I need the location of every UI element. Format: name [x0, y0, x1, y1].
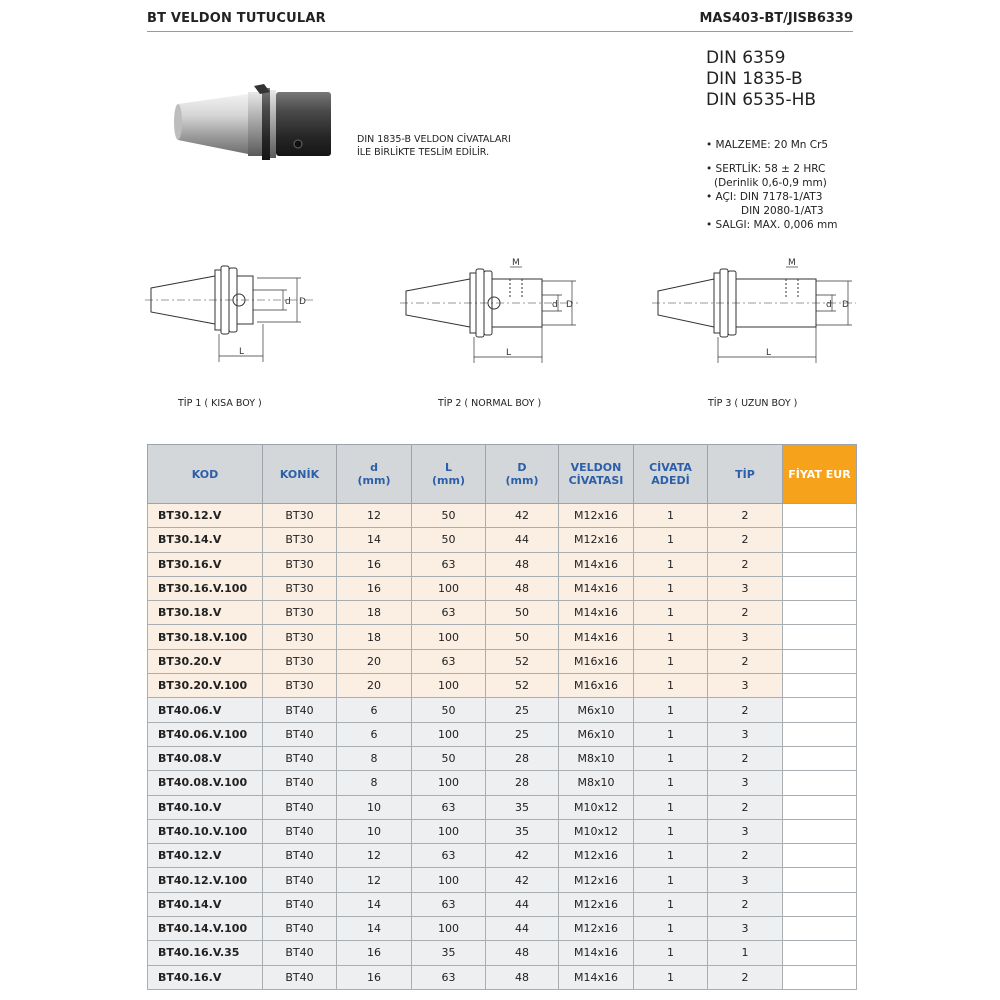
cell-price — [783, 892, 857, 916]
cell-tip: 3 — [708, 625, 783, 649]
cell-d: 16 — [337, 576, 412, 600]
cell-l: 63 — [412, 552, 486, 576]
cell-d: 28 — [486, 746, 559, 770]
cell-l: 50 — [412, 746, 486, 770]
cell-kod: BT30.16.V — [148, 552, 263, 576]
cell-tip: 1 — [708, 941, 783, 965]
cell-veldon: M14x16 — [559, 601, 634, 625]
cell-adet: 1 — [634, 917, 708, 941]
cell-d: 16 — [337, 965, 412, 989]
catalog-title: BT VELDON TUTUCULAR — [147, 11, 326, 26]
cell-kod: BT40.12.V.100 — [148, 868, 263, 892]
cell-adet: 1 — [634, 528, 708, 552]
cell-d: 8 — [337, 771, 412, 795]
cell-kod: BT40.16.V — [148, 965, 263, 989]
cell-d: 12 — [337, 868, 412, 892]
cell-d: 28 — [486, 771, 559, 795]
dim-L-label: L — [506, 348, 512, 358]
cell-l: 63 — [412, 892, 486, 916]
cell-d: 35 — [486, 795, 559, 819]
cell-tip: 2 — [708, 528, 783, 552]
cell-tip: 3 — [708, 674, 783, 698]
cell-konik: BT40 — [263, 892, 337, 916]
cell-l: 35 — [412, 941, 486, 965]
cell-d: 18 — [337, 601, 412, 625]
cell-kod: BT40.14.V.100 — [148, 917, 263, 941]
delivery-note: DIN 1835-B VELDON CİVATALARI İLE BİRLİKTE TESLİM EDİLİR. — [357, 134, 511, 158]
cell-tip: 2 — [708, 795, 783, 819]
cell-price — [783, 819, 857, 843]
cell-veldon: M12x16 — [559, 917, 634, 941]
cell-kod: BT40.12.V — [148, 844, 263, 868]
cell-price — [783, 917, 857, 941]
cell-tip: 2 — [708, 552, 783, 576]
cell-tip: 2 — [708, 698, 783, 722]
cell-tip: 3 — [708, 771, 783, 795]
cell-veldon: M10x12 — [559, 819, 634, 843]
table-row — [148, 601, 857, 625]
cell-adet: 1 — [634, 746, 708, 770]
cell-adet: 1 — [634, 868, 708, 892]
cell-kod: BT40.06.V.100 — [148, 722, 263, 746]
cell-veldon: M14x16 — [559, 576, 634, 600]
cell-kod: BT30.18.V.100 — [148, 625, 263, 649]
specs-list — [706, 138, 838, 232]
cell-veldon: M8x10 — [559, 771, 634, 795]
cell-price — [783, 504, 857, 528]
cell-veldon: M12x16 — [559, 844, 634, 868]
dim-D-label: D — [566, 300, 573, 310]
cell-konik: BT30 — [263, 528, 337, 552]
cell-kod: BT40.06.V — [148, 698, 263, 722]
cell-price — [783, 601, 857, 625]
cell-l: 100 — [412, 625, 486, 649]
cell-d: 44 — [486, 892, 559, 916]
table-row — [148, 746, 857, 770]
table-row — [148, 698, 857, 722]
col-header-veldon: VELDON CİVATASI — [559, 445, 634, 504]
dim-L-label: L — [766, 348, 772, 358]
cell-l: 63 — [412, 965, 486, 989]
drawing-type-3 — [652, 267, 856, 363]
cell-konik: BT40 — [263, 965, 337, 989]
table-row — [148, 722, 857, 746]
dim-D-label: D — [299, 297, 306, 307]
cell-l: 63 — [412, 795, 486, 819]
cell-kod: BT30.12.V — [148, 504, 263, 528]
cell-l: 63 — [412, 844, 486, 868]
spec-angle-2: DIN 2080-1/AT3 — [741, 205, 824, 217]
cell-d: 48 — [486, 576, 559, 600]
dim-d-label: d — [826, 300, 832, 310]
col-header-konik: KONİK — [263, 445, 337, 504]
cell-d: 50 — [486, 601, 559, 625]
col-header-kod: KOD — [148, 445, 263, 504]
table-row — [148, 819, 857, 843]
cell-d: 10 — [337, 795, 412, 819]
table-row — [148, 917, 857, 941]
col-header-l: L (mm) — [412, 445, 486, 504]
table-row — [148, 576, 857, 600]
cell-veldon: M8x10 — [559, 746, 634, 770]
dim-L-label: L — [239, 347, 245, 357]
cell-kod: BT30.18.V — [148, 601, 263, 625]
cell-tip: 3 — [708, 576, 783, 600]
cell-d: 25 — [486, 722, 559, 746]
cell-price — [783, 965, 857, 989]
cell-kod: BT40.16.V.35 — [148, 941, 263, 965]
cell-veldon: M16x16 — [559, 674, 634, 698]
col-header-fiyat: FİYAT EUR — [783, 445, 857, 504]
cell-konik: BT30 — [263, 504, 337, 528]
cell-adet: 1 — [634, 941, 708, 965]
table-row — [148, 795, 857, 819]
cell-price — [783, 528, 857, 552]
cell-l: 50 — [412, 504, 486, 528]
cell-adet: 1 — [634, 722, 708, 746]
cell-tip: 3 — [708, 722, 783, 746]
cell-veldon: M10x12 — [559, 795, 634, 819]
cell-adet: 1 — [634, 892, 708, 916]
cell-price — [783, 649, 857, 673]
cell-veldon: M14x16 — [559, 965, 634, 989]
cell-veldon: M12x16 — [559, 892, 634, 916]
cell-d: 16 — [337, 941, 412, 965]
cell-d: 48 — [486, 941, 559, 965]
cell-d: 42 — [486, 504, 559, 528]
table-row — [148, 868, 857, 892]
cell-veldon: M14x16 — [559, 941, 634, 965]
cell-konik: BT30 — [263, 552, 337, 576]
cell-kod: BT40.08.V.100 — [148, 771, 263, 795]
cell-adet: 1 — [634, 698, 708, 722]
col-header-d: d (mm) — [337, 445, 412, 504]
cell-kod: BT40.10.V.100 — [148, 819, 263, 843]
cell-konik: BT40 — [263, 917, 337, 941]
cell-veldon: M12x16 — [559, 868, 634, 892]
cell-d: 52 — [486, 674, 559, 698]
cell-tip: 3 — [708, 868, 783, 892]
cell-adet: 1 — [634, 819, 708, 843]
cell-price — [783, 698, 857, 722]
header-divider — [147, 31, 853, 32]
cell-veldon: M12x16 — [559, 528, 634, 552]
cell-veldon: M16x16 — [559, 649, 634, 673]
cell-d: 52 — [486, 649, 559, 673]
cell-konik: BT30 — [263, 674, 337, 698]
cell-d: 14 — [337, 917, 412, 941]
cell-d: 42 — [486, 868, 559, 892]
cell-l: 63 — [412, 649, 486, 673]
cell-veldon: M12x16 — [559, 504, 634, 528]
table-row — [148, 674, 857, 698]
cell-tip: 3 — [708, 917, 783, 941]
cell-d: 48 — [486, 965, 559, 989]
cell-d: 14 — [337, 892, 412, 916]
cell-price — [783, 674, 857, 698]
cell-konik: BT40 — [263, 771, 337, 795]
cell-adet: 1 — [634, 844, 708, 868]
spec-angle: • AÇI: DIN 7178-1/AT3 — [706, 191, 823, 203]
cell-adet: 1 — [634, 965, 708, 989]
table-header-row — [148, 445, 857, 504]
cell-d: 35 — [486, 819, 559, 843]
cell-d: 6 — [337, 698, 412, 722]
cell-price — [783, 625, 857, 649]
standards-list — [706, 48, 816, 111]
cell-adet: 1 — [634, 649, 708, 673]
spec-hardness: • SERTLİK: 58 ± 2 HRC — [706, 163, 826, 175]
dim-M-label: M — [512, 258, 520, 268]
cell-tip: 2 — [708, 844, 783, 868]
dim-d-label: d — [552, 300, 558, 310]
cell-tip: 2 — [708, 601, 783, 625]
spec-runout: • SALGI: MAX. 0,006 mm — [706, 219, 838, 231]
cell-tip: 3 — [708, 819, 783, 843]
cell-d: 25 — [486, 698, 559, 722]
cell-d: 20 — [337, 649, 412, 673]
cell-konik: BT40 — [263, 844, 337, 868]
cell-adet: 1 — [634, 625, 708, 649]
col-header-civata: CİVATA ADEDİ — [634, 445, 708, 504]
dim-D-label: D — [842, 300, 849, 310]
cell-konik: BT40 — [263, 722, 337, 746]
cell-l: 100 — [412, 576, 486, 600]
standard-code: MAS403-BT/JISB6339 — [699, 11, 853, 26]
cell-tip: 2 — [708, 892, 783, 916]
cell-l: 100 — [412, 917, 486, 941]
cell-konik: BT40 — [263, 868, 337, 892]
cell-konik: BT40 — [263, 795, 337, 819]
cell-d: 6 — [337, 722, 412, 746]
col-header-tip: TİP — [708, 445, 783, 504]
cell-adet: 1 — [634, 674, 708, 698]
table-row — [148, 771, 857, 795]
cell-d: 14 — [337, 528, 412, 552]
col-header-D: D (mm) — [486, 445, 559, 504]
cell-kod: BT40.14.V — [148, 892, 263, 916]
cell-price — [783, 722, 857, 746]
cell-kod: BT30.20.V.100 — [148, 674, 263, 698]
cell-konik: BT30 — [263, 649, 337, 673]
cell-kod: BT40.08.V — [148, 746, 263, 770]
cell-l: 100 — [412, 771, 486, 795]
cell-kod: BT30.20.V — [148, 649, 263, 673]
table-row — [148, 844, 857, 868]
cell-adet: 1 — [634, 504, 708, 528]
cell-price — [783, 746, 857, 770]
cell-price — [783, 576, 857, 600]
cell-tip: 2 — [708, 746, 783, 770]
cell-tip: 2 — [708, 504, 783, 528]
spec-depth: (Derinlik 0,6-0,9 mm) — [714, 177, 827, 189]
cell-d: 10 — [337, 819, 412, 843]
cell-veldon: M14x16 — [559, 552, 634, 576]
cell-d: 50 — [486, 625, 559, 649]
cell-konik: BT40 — [263, 746, 337, 770]
cell-veldon: M6x10 — [559, 698, 634, 722]
cell-kod: BT30.14.V — [148, 528, 263, 552]
cell-d: 44 — [486, 528, 559, 552]
caption-type-3: TİP 3 ( UZUN BOY ) — [708, 398, 798, 409]
cell-price — [783, 771, 857, 795]
drawing-type-1 — [145, 262, 315, 372]
cell-d: 48 — [486, 552, 559, 576]
cell-l: 100 — [412, 819, 486, 843]
cell-l: 100 — [412, 722, 486, 746]
cell-d: 20 — [337, 674, 412, 698]
cell-l: 50 — [412, 528, 486, 552]
cell-price — [783, 868, 857, 892]
caption-type-2: TİP 2 ( NORMAL BOY ) — [438, 398, 542, 409]
cell-adet: 1 — [634, 771, 708, 795]
cell-tip: 2 — [708, 965, 783, 989]
cell-d: 12 — [337, 844, 412, 868]
cell-konik: BT30 — [263, 576, 337, 600]
product-table — [147, 444, 857, 990]
cell-konik: BT40 — [263, 819, 337, 843]
cell-d: 16 — [337, 552, 412, 576]
table-row — [148, 649, 857, 673]
cell-price — [783, 941, 857, 965]
cell-konik: BT30 — [263, 625, 337, 649]
cell-kod: BT40.10.V — [148, 795, 263, 819]
table-body — [148, 504, 857, 990]
standard-item: DIN 1835-B — [706, 69, 803, 89]
cell-l: 100 — [412, 868, 486, 892]
spec-material: • MALZEME: 20 Mn Cr5 — [706, 139, 829, 151]
cell-price — [783, 552, 857, 576]
cell-tip: 2 — [708, 649, 783, 673]
cell-price — [783, 795, 857, 819]
cell-konik: BT30 — [263, 601, 337, 625]
cell-d: 12 — [337, 504, 412, 528]
cell-veldon: M6x10 — [559, 722, 634, 746]
cell-d: 18 — [337, 625, 412, 649]
cell-d: 8 — [337, 746, 412, 770]
cell-konik: BT40 — [263, 698, 337, 722]
cell-l: 100 — [412, 674, 486, 698]
standard-item: DIN 6535-HB — [706, 90, 817, 110]
cell-l: 63 — [412, 601, 486, 625]
drawing-type-2 — [400, 267, 578, 363]
cell-adet: 1 — [634, 601, 708, 625]
table-row — [148, 965, 857, 989]
cell-kod: BT30.16.V.100 — [148, 576, 263, 600]
dim-d-label: d — [285, 297, 291, 307]
table-row — [148, 552, 857, 576]
cell-d: 42 — [486, 844, 559, 868]
dim-M-label: M — [788, 258, 796, 268]
caption-type-1: TİP 1 ( KISA BOY ) — [178, 398, 262, 409]
cell-veldon: M14x16 — [559, 625, 634, 649]
cell-l: 50 — [412, 698, 486, 722]
cell-price — [783, 844, 857, 868]
table-row — [148, 625, 857, 649]
cell-d: 44 — [486, 917, 559, 941]
cell-adet: 1 — [634, 552, 708, 576]
table-row — [148, 504, 857, 528]
standard-item: DIN 6359 — [706, 48, 786, 68]
table-row — [148, 528, 857, 552]
cell-adet: 1 — [634, 795, 708, 819]
cell-adet: 1 — [634, 576, 708, 600]
table-row — [148, 892, 857, 916]
table-row — [148, 941, 857, 965]
tool-holder-image — [170, 82, 350, 174]
cell-konik: BT40 — [263, 941, 337, 965]
